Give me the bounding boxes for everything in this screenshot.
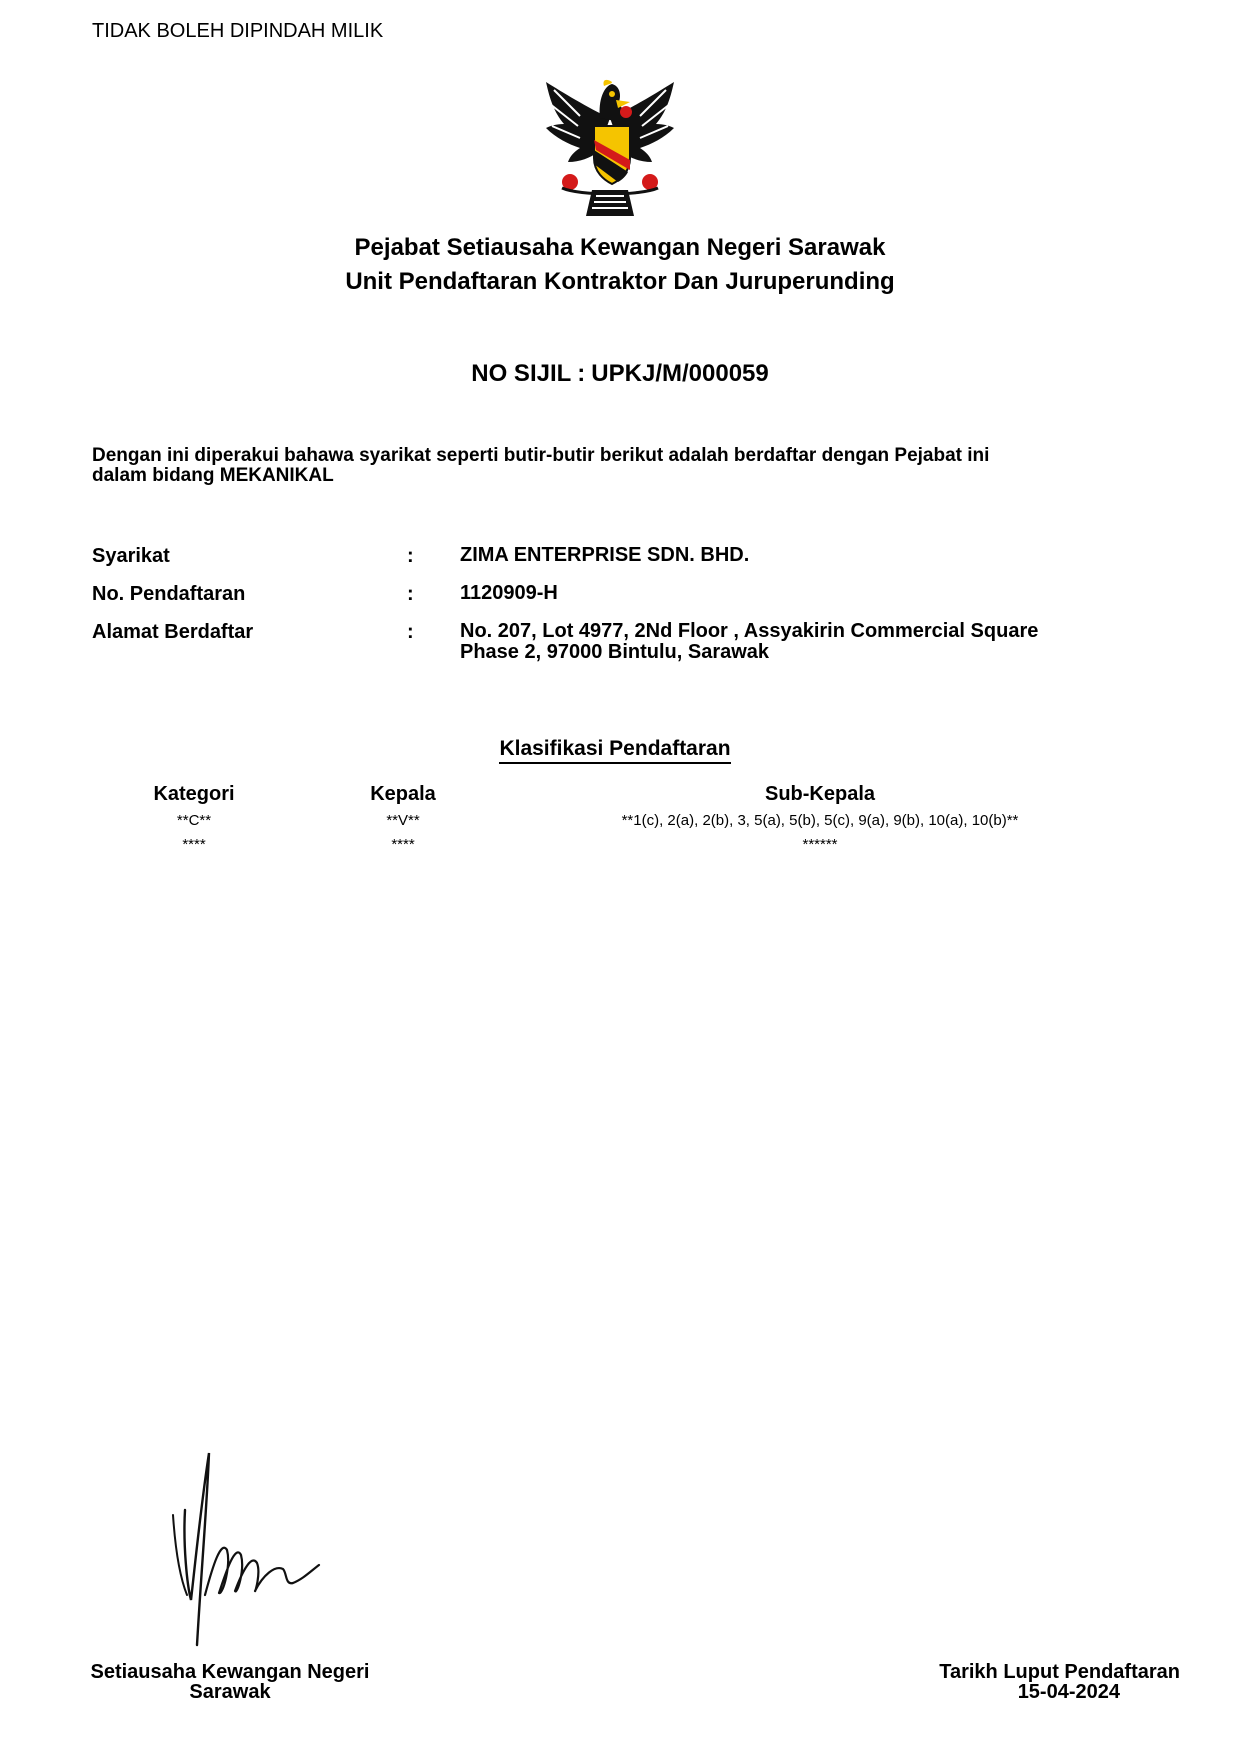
- signatory-title: [60, 1662, 400, 1702]
- certificate-number: [0, 360, 1240, 388]
- unit-name: Unit Pendaftaran Kontraktor Dan Juruperunding: [345, 268, 895, 295]
- registered-address-label: Alamat Berdaftar: [92, 621, 254, 643]
- column-header-subhead: Sub-Kepala: [764, 783, 876, 805]
- company-label: Syarikat: [92, 545, 170, 567]
- expiry-date: 15-04-2024: [1017, 1681, 1120, 1703]
- certificate-number-separator: :: [577, 360, 586, 387]
- detail-colon: :: [407, 583, 414, 605]
- handwritten-signature: [165, 1445, 345, 1660]
- table-cell: **V**: [386, 812, 420, 829]
- detail-colon: :: [407, 545, 414, 567]
- classification-title-text: Klasifikasi Pendaftaran: [499, 737, 730, 764]
- registered-address-value: [460, 621, 1038, 663]
- signatory-line: Sarawak: [189, 1681, 271, 1703]
- table-cell: ****: [391, 836, 415, 853]
- column-header-category: Kategori: [153, 783, 235, 805]
- column-header-head: Kepala: [370, 783, 436, 805]
- certification-statement: [92, 446, 1112, 486]
- address-line: Phase 2, 97000 Bintulu, Sarawak: [460, 641, 770, 663]
- table-cell: **C**: [176, 812, 212, 829]
- registration-number-value: [460, 583, 558, 604]
- non-transferable-notice: TIDAK BOLEH DIPINDAH MILIK: [92, 20, 384, 42]
- registration-number-label: No. Pendaftaran: [92, 583, 246, 605]
- expiry-label: Tarikh Luput Pendaftaran: [939, 1661, 1180, 1683]
- detail-colon: :: [407, 621, 414, 643]
- certificate-number-label: NO SIJIL: [471, 360, 572, 387]
- signatory-line: Setiausaha Kewangan Negeri: [90, 1661, 370, 1683]
- registration-number: 1120909-H: [460, 582, 558, 604]
- table-cell: **1(c), 2(a), 2(b), 3, 5(a), 5(b), 5(c), 9(a), 9(b), 10(a), 10(b)**: [621, 812, 1019, 829]
- office-name: Pejabat Setiausaha Kewangan Negeri Sarawak: [354, 234, 886, 261]
- company-name: ZIMA ENTERPRISE SDN. BHD.: [460, 544, 750, 566]
- table-cell: ******: [802, 836, 838, 853]
- expiry-block: [880, 1662, 1180, 1702]
- sarawak-crest-icon: [540, 78, 680, 220]
- classification-title: [0, 737, 1230, 761]
- certificate-number-value: UPKJ/M/000059: [591, 360, 769, 387]
- statement-line: dalam bidang MEKANIKAL: [92, 465, 334, 486]
- table-cell: ****: [182, 836, 206, 853]
- company-value: [460, 545, 749, 566]
- address-line: No. 207, Lot 4977, 2Nd Floor , Assyakirin Commercial Square: [460, 620, 1039, 642]
- statement-line: Dengan ini diperakui bahawa syarikat seperti butir-butir berikut adalah berdaftar dengan Pejabat ini: [92, 445, 990, 466]
